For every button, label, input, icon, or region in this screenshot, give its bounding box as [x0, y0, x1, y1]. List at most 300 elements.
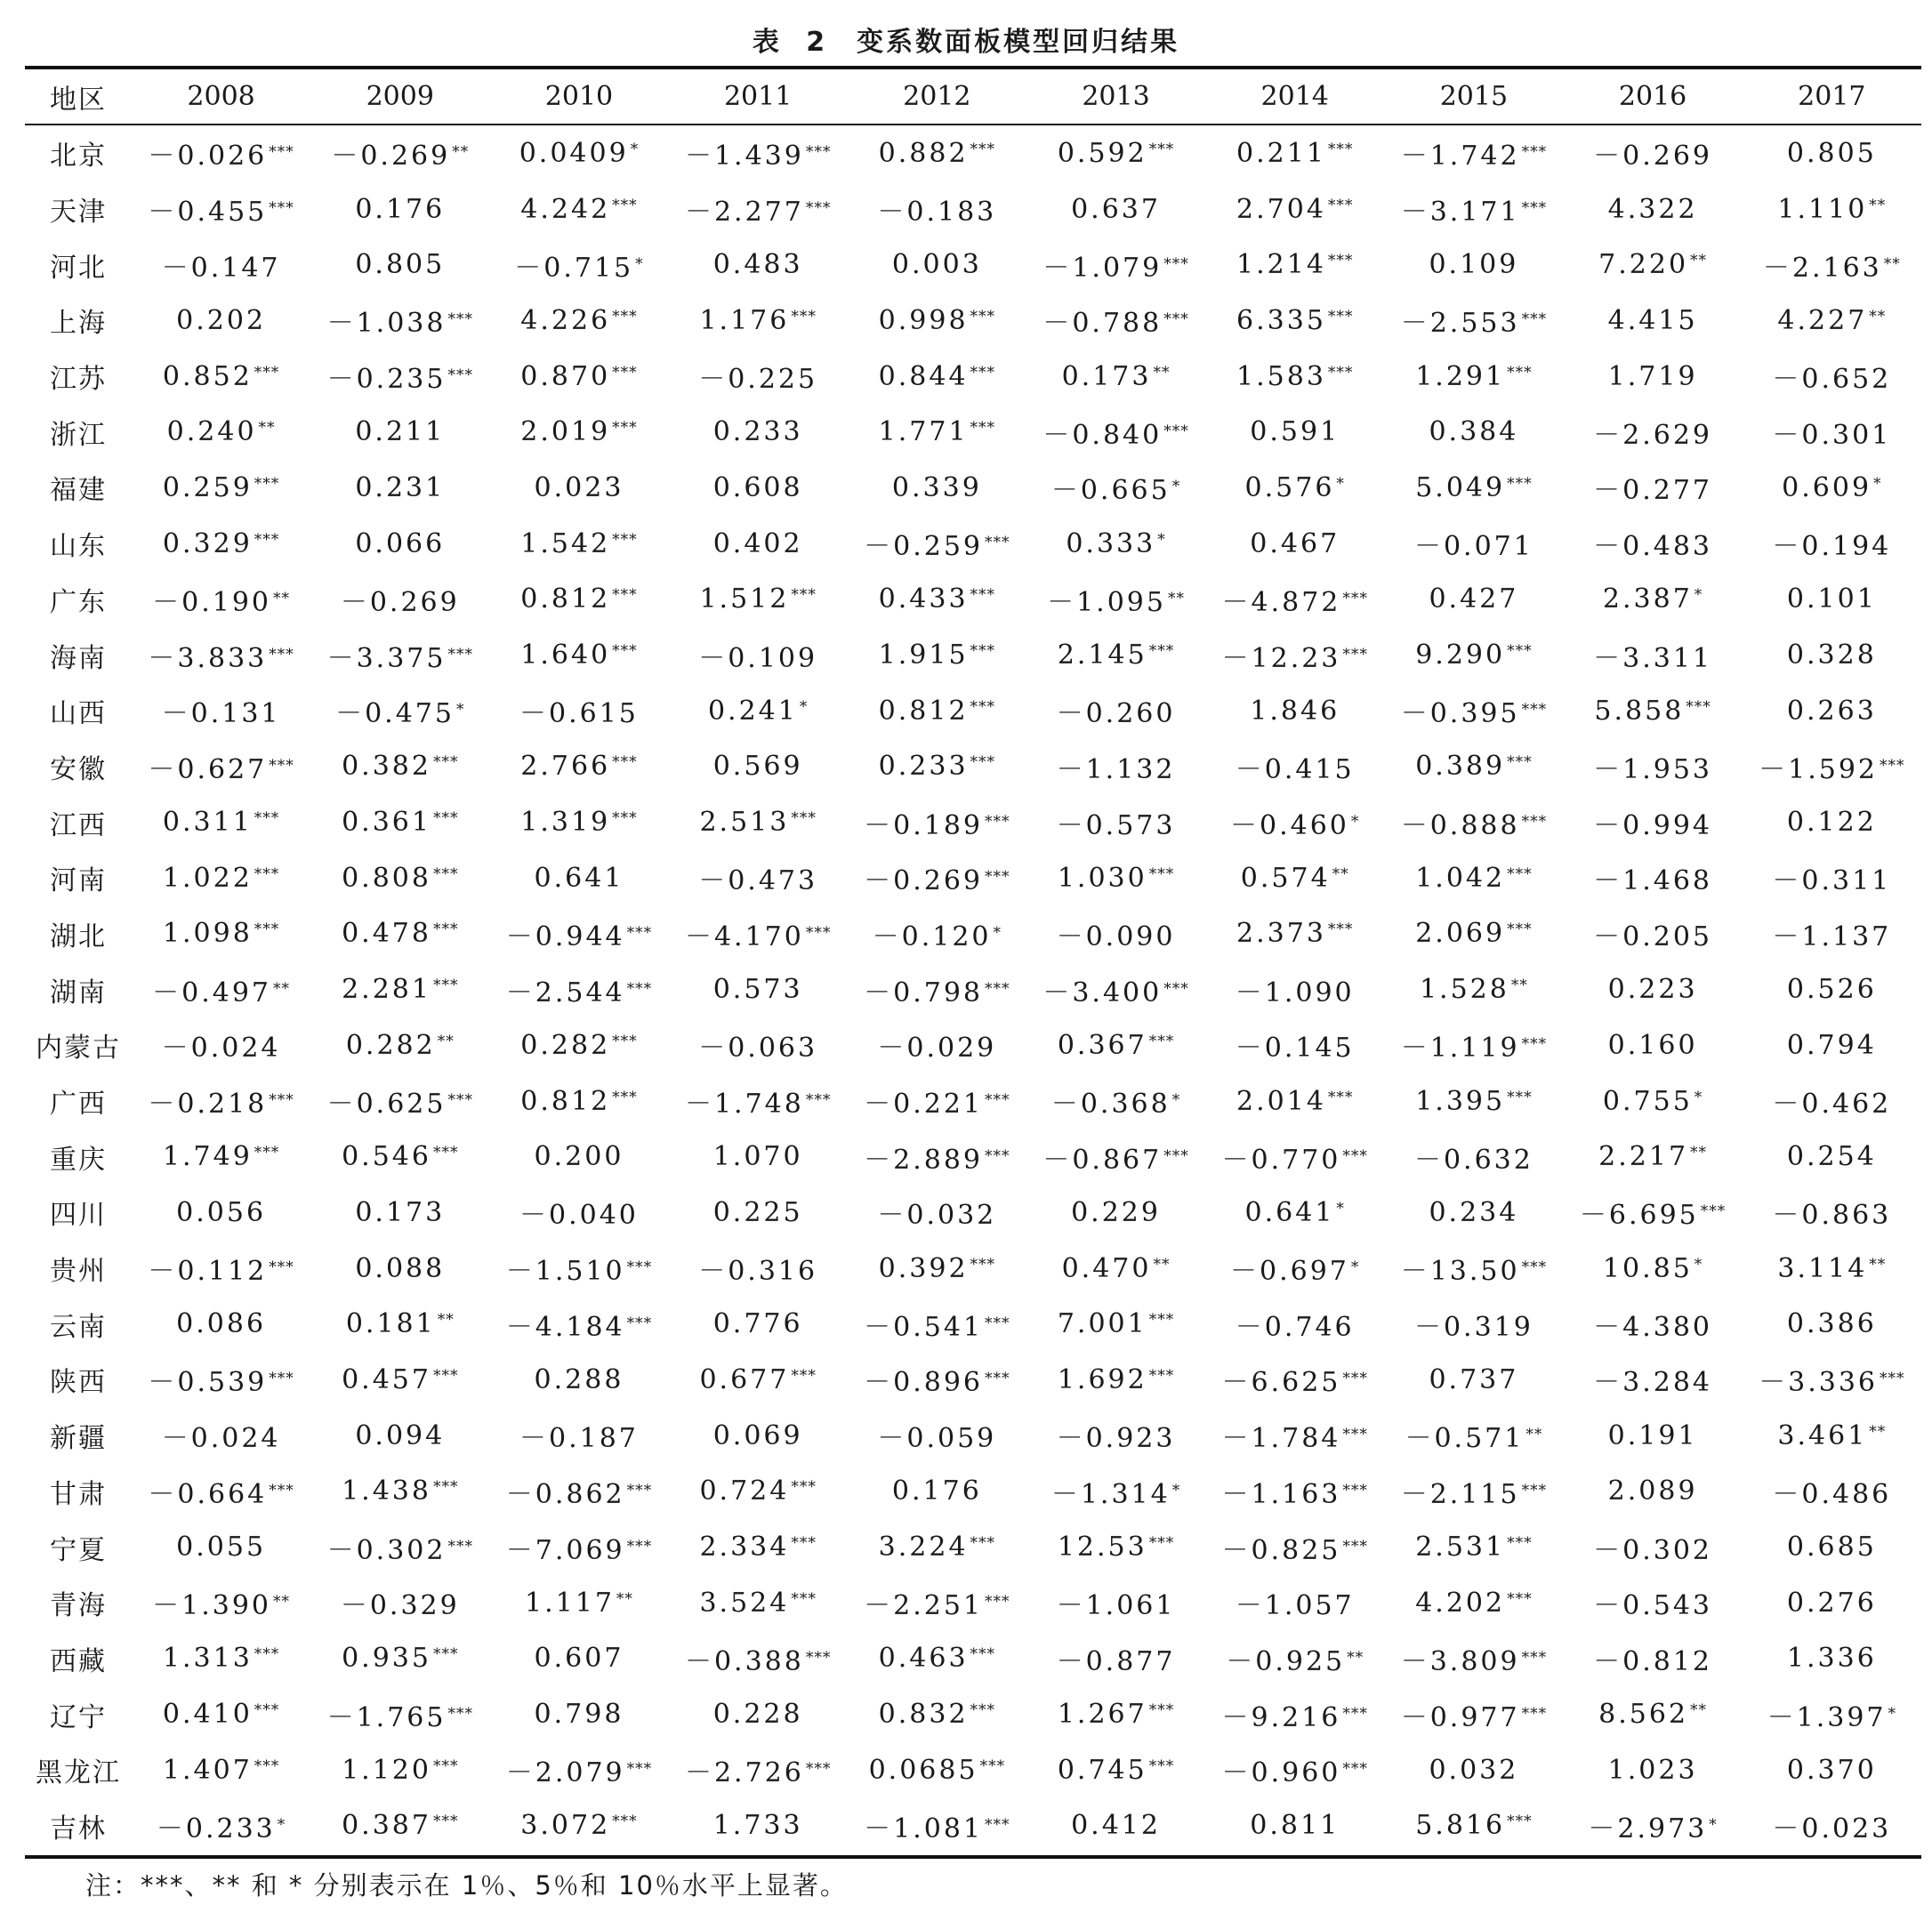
significance-stars: *	[630, 140, 640, 158]
significance-stars: ***	[432, 753, 459, 772]
region-cell: 内蒙古	[36, 1033, 121, 1065]
coefficient-cell	[489, 1686, 668, 1742]
significance-stars: **	[437, 1311, 455, 1330]
coefficient-cell	[848, 1296, 1026, 1352]
coefficient-value: 0.387	[342, 1810, 431, 1842]
coefficient-value: 0.088	[355, 1252, 446, 1284]
coefficient-value: －0.302	[1593, 1534, 1713, 1566]
coefficient-value: －3.311	[1593, 642, 1713, 674]
table-row	[25, 739, 1921, 795]
coefficient-cell	[669, 1296, 848, 1352]
coefficient-value: －0.867	[1042, 1144, 1163, 1176]
significance-stars: ***	[1521, 812, 1548, 831]
coefficient-value: 4.415	[1607, 304, 1698, 336]
coefficient-value: －0.944	[505, 920, 625, 952]
column-header-year: 2015	[1439, 81, 1509, 112]
significance-stars: ***	[791, 1589, 817, 1608]
coefficient-value: －0.311	[1772, 865, 1892, 897]
coefficient-cell	[1564, 1631, 1743, 1687]
significance-stars: ***	[970, 642, 996, 661]
coefficient-value: 6.335	[1236, 304, 1326, 336]
regression-results-table	[25, 69, 1921, 1853]
coefficient-value: 1.319	[520, 807, 611, 839]
coefficient-cell	[669, 1464, 848, 1520]
coefficient-cell	[489, 1017, 668, 1073]
coefficient-value: －1.095	[1047, 586, 1166, 618]
significance-stars: ***	[970, 1534, 996, 1553]
coefficient-cell	[1564, 460, 1743, 516]
coefficient-cell	[1205, 404, 1384, 460]
coefficient-value: －0.652	[1772, 364, 1892, 396]
coefficient-value: 0.608	[712, 471, 803, 503]
significance-stars: ***	[269, 1091, 294, 1110]
coefficient-cell	[1384, 1575, 1563, 1631]
coefficient-cell	[1384, 1073, 1563, 1129]
coefficient-cell	[1743, 1631, 1921, 1687]
coefficient-value: 4.227	[1777, 304, 1868, 336]
coefficient-cell	[1564, 404, 1743, 460]
coefficient-value: －1.163	[1221, 1478, 1341, 1510]
coefficient-cell	[1743, 1408, 1921, 1464]
column-header-year: 2016	[1618, 81, 1687, 112]
coefficient-value: 0.463	[878, 1643, 969, 1675]
coefficient-value: 0.852	[162, 360, 253, 392]
coefficient-value: －0.233	[156, 1813, 276, 1845]
significance-stars: *	[1873, 474, 1882, 493]
significance-stars: ***	[985, 1091, 1010, 1110]
coefficient-value: －1.390	[152, 1590, 272, 1622]
coefficient-value: －4.380	[1593, 1311, 1713, 1343]
coefficient-value: 2.145	[1057, 639, 1147, 671]
coefficient-cell	[132, 1296, 310, 1352]
coefficient-value: 7.001	[1057, 1308, 1147, 1340]
coefficient-cell	[669, 1408, 848, 1464]
coefficient-value: 0.231	[355, 471, 446, 503]
coefficient-cell	[132, 1408, 310, 1464]
coefficient-cell	[489, 460, 668, 516]
coefficient-value: 0.808	[342, 862, 431, 894]
coefficient-cell	[1384, 1017, 1563, 1073]
coefficient-value: －0.664	[148, 1478, 268, 1510]
coefficient-value: 1.528	[1419, 974, 1509, 1006]
coefficient-cell	[132, 683, 310, 739]
coefficient-value: 0.181	[345, 1308, 436, 1340]
significance-stars: ***	[626, 1258, 653, 1277]
significance-stars: ***	[1163, 310, 1189, 329]
coefficient-cell	[132, 1575, 310, 1631]
coefficient-cell	[1384, 794, 1563, 850]
coefficient-cell	[669, 124, 848, 181]
table-row	[25, 1352, 1921, 1408]
coefficient-cell	[848, 906, 1026, 962]
coefficient-value: －0.040	[519, 1200, 639, 1232]
coefficient-value: －0.187	[519, 1423, 639, 1455]
coefficient-cell	[669, 1352, 848, 1408]
significance-stars: ***	[1163, 1146, 1189, 1165]
coefficient-cell	[1384, 1352, 1563, 1408]
significance-stars: *	[1171, 478, 1181, 496]
significance-stars: ***	[1521, 143, 1548, 162]
coefficient-value: 10.85	[1602, 1252, 1693, 1284]
coefficient-cell	[848, 1352, 1026, 1408]
significance-stars: ***	[1327, 140, 1354, 158]
coefficient-cell	[848, 1798, 1026, 1854]
coefficient-cell	[1026, 293, 1205, 349]
coefficient-cell	[1384, 516, 1563, 572]
coefficient-cell	[1205, 1408, 1384, 1464]
column-header-year: 2014	[1260, 81, 1329, 112]
significance-stars: **	[273, 1593, 291, 1612]
coefficient-value: －0.798	[864, 977, 984, 1009]
coefficient-cell	[1564, 1296, 1743, 1352]
coefficient-cell	[489, 906, 668, 962]
coefficient-value: －0.301	[1772, 419, 1892, 451]
coefficient-cell	[848, 181, 1026, 237]
coefficient-cell	[1026, 1073, 1205, 1129]
coefficient-value: 0.755	[1602, 1085, 1693, 1117]
significance-stars: ***	[254, 1701, 280, 1720]
significance-stars: **	[1883, 254, 1901, 273]
bottom-rule	[25, 1855, 1921, 1859]
significance-stars: *	[799, 697, 809, 716]
coefficient-value: 2.387	[1602, 583, 1693, 615]
significance-stars: ***	[970, 697, 996, 716]
coefficient-value: －0.024	[161, 1033, 281, 1065]
table-row	[25, 404, 1921, 460]
coefficient-cell	[1026, 1742, 1205, 1798]
table-row	[25, 1296, 1921, 1352]
coefficient-value: 1.336	[1786, 1643, 1877, 1675]
significance-stars: ***	[432, 809, 459, 828]
coefficient-cell	[132, 739, 310, 795]
coefficient-cell	[1564, 906, 1743, 962]
coefficient-value: －0.189	[864, 809, 984, 841]
significance-stars: *	[1694, 586, 1703, 605]
coefficient-value: 0.641	[534, 862, 624, 894]
coefficient-cell	[1026, 349, 1205, 405]
coefficient-value: －0.543	[1593, 1590, 1713, 1622]
table-row	[25, 237, 1921, 293]
table-row	[25, 683, 1921, 739]
coefficient-cell	[1026, 906, 1205, 962]
coefficient-value: －0.120	[872, 920, 992, 952]
coefficient-cell	[1564, 293, 1743, 349]
coefficient-value: －1.748	[684, 1089, 804, 1121]
significance-stars: **	[1153, 363, 1171, 382]
coefficient-cell	[1564, 237, 1743, 293]
coefficient-cell	[669, 1742, 848, 1798]
significance-stars: ***	[970, 307, 996, 326]
coefficient-cell	[1205, 1742, 1384, 1798]
coefficient-value: 2.089	[1607, 1475, 1698, 1507]
significance-stars: ***	[970, 1255, 996, 1274]
table-row	[25, 850, 1921, 906]
coefficient-value: 1.291	[1415, 360, 1506, 392]
coefficient-cell	[1205, 124, 1384, 181]
coefficient-value: －0.770	[1221, 1144, 1341, 1176]
coefficient-value: －0.259	[864, 531, 984, 563]
region-cell: 西藏	[50, 1645, 107, 1677]
coefficient-cell	[132, 572, 310, 628]
coefficient-cell	[489, 516, 668, 572]
coefficient-cell	[310, 516, 489, 572]
coefficient-cell	[848, 404, 1026, 460]
significance-stars: ***	[1507, 1813, 1533, 1831]
coefficient-cell	[1026, 850, 1205, 906]
region-cell: 广东	[50, 586, 107, 618]
coefficient-value: 0.483	[712, 249, 803, 281]
table-header-row	[25, 69, 1921, 124]
significance-stars: ***	[1163, 979, 1189, 998]
coefficient-value: 0.811	[1250, 1810, 1340, 1842]
coefficient-cell	[848, 349, 1026, 405]
coefficient-value: 0.276	[1786, 1587, 1877, 1619]
coefficient-value: －1.057	[1235, 1590, 1355, 1622]
coefficient-cell	[1205, 683, 1384, 739]
coefficient-cell	[1205, 572, 1384, 628]
coefficient-value: －13.50	[1400, 1256, 1520, 1288]
coefficient-value: －0.269	[1593, 141, 1713, 173]
coefficient-value: －0.541	[864, 1311, 984, 1343]
significance-stars: ***	[612, 419, 638, 438]
coefficient-value: 2.704	[1236, 193, 1326, 225]
region-cell: 河北	[50, 252, 107, 284]
coefficient-value: 0.328	[1786, 639, 1877, 671]
coefficient-value: －0.925	[1226, 1645, 1346, 1677]
coefficient-cell	[132, 460, 310, 516]
coefficient-cell	[848, 516, 1026, 572]
significance-stars: ***	[1686, 697, 1711, 716]
significance-stars: ***	[432, 1813, 459, 1831]
coefficient-value: 3.072	[520, 1810, 611, 1842]
significance-stars: *	[1171, 1091, 1181, 1110]
coefficient-cell	[1564, 124, 1743, 181]
coefficient-cell	[1743, 794, 1921, 850]
region-cell: 黑龙江	[36, 1757, 121, 1789]
significance-stars: ***	[612, 363, 638, 382]
significance-stars: ***	[254, 864, 280, 883]
coefficient-cell	[1205, 850, 1384, 906]
coefficient-cell	[1743, 1296, 1921, 1352]
coefficient-cell	[1384, 1241, 1563, 1297]
coefficient-value: －2.726	[684, 1757, 804, 1789]
significance-stars: ***	[269, 143, 294, 162]
significance-stars: ***	[985, 812, 1010, 831]
coefficient-cell	[1384, 1686, 1563, 1742]
coefficient-value: 0.641	[1244, 1196, 1335, 1228]
significance-stars: ***	[1521, 1035, 1548, 1054]
coefficient-value: 5.816	[1415, 1810, 1506, 1842]
coefficient-cell	[1743, 850, 1921, 906]
significance-stars: ***	[1148, 1366, 1175, 1385]
significance-stars: ***	[269, 199, 294, 218]
coefficient-cell	[848, 1185, 1026, 1241]
table-row	[25, 1017, 1921, 1073]
coefficient-cell	[848, 1073, 1026, 1129]
coefficient-value: －0.388	[684, 1645, 804, 1677]
coefficient-value: 0.998	[878, 304, 969, 336]
significance-stars: ***	[1148, 1311, 1175, 1330]
coefficient-value: －2.163	[1762, 252, 1882, 284]
coefficient-value: 0.591	[1250, 416, 1340, 448]
coefficient-cell	[132, 1686, 310, 1742]
significance-stars: *	[1350, 812, 1360, 831]
coefficient-value: －0.063	[698, 1033, 818, 1065]
significance-stars: *	[1157, 530, 1166, 549]
coefficient-value: 0.202	[176, 304, 267, 336]
significance-stars: **	[1525, 1426, 1543, 1444]
significance-stars: *	[455, 701, 465, 719]
coefficient-cell	[1384, 683, 1563, 739]
coefficient-cell	[1205, 1631, 1384, 1687]
region-cell: 安徽	[50, 753, 107, 785]
significance-stars: ***	[432, 864, 459, 883]
coefficient-value: 1.214	[1236, 249, 1326, 281]
coefficient-value: 1.846	[1250, 695, 1340, 727]
significance-stars: ***	[1507, 1534, 1533, 1553]
coefficient-value: 1.692	[1057, 1363, 1147, 1395]
significance-stars: ***	[1163, 254, 1189, 273]
coefficient-value: －2.629	[1593, 419, 1713, 451]
significance-stars: ***	[791, 307, 817, 326]
coefficient-value: －2.973	[1588, 1813, 1708, 1845]
coefficient-cell	[1743, 1464, 1921, 1520]
coefficient-value: 0.173	[355, 1196, 446, 1228]
significance-stars: ***	[626, 923, 653, 942]
coefficient-value: －0.573	[1056, 809, 1176, 841]
coefficient-value: 2.766	[520, 751, 611, 783]
region-cell: 四川	[50, 1200, 107, 1232]
coefficient-value: 0.367	[1057, 1029, 1147, 1061]
significance-stars: ***	[970, 753, 996, 772]
coefficient-value: －1.468	[1593, 865, 1713, 897]
column-header-year: 2012	[903, 81, 971, 112]
coefficient-cell	[1743, 1686, 1921, 1742]
coefficient-cell	[489, 1241, 668, 1297]
coefficient-cell	[1026, 683, 1205, 739]
coefficient-cell	[310, 1631, 489, 1687]
significance-stars: ***	[269, 1258, 294, 1277]
coefficient-cell	[1026, 124, 1205, 181]
coefficient-value: －1.119	[1400, 1033, 1520, 1065]
significance-stars: ***	[985, 534, 1010, 552]
coefficient-value: 0.263	[1786, 695, 1877, 727]
coefficient-cell	[848, 739, 1026, 795]
coefficient-value: 0.066	[355, 527, 446, 559]
significance-stars: ***	[1148, 864, 1175, 883]
coefficient-cell	[669, 1575, 848, 1631]
region-cell: 贵州	[50, 1256, 107, 1288]
coefficient-cell	[1205, 794, 1384, 850]
coefficient-cell	[489, 293, 668, 349]
significance-stars: ***	[985, 1370, 1010, 1388]
coefficient-cell	[669, 460, 848, 516]
coefficient-cell	[1026, 460, 1205, 516]
coefficient-value: －0.497	[152, 977, 272, 1009]
coefficient-value: 9.290	[1415, 639, 1506, 671]
coefficient-cell	[310, 1742, 489, 1798]
region-cell: 辽宁	[50, 1701, 107, 1733]
significance-stars: ***	[805, 923, 832, 942]
coefficient-value: －1.137	[1772, 920, 1892, 952]
coefficient-value: 0.370	[1786, 1754, 1877, 1786]
coefficient-cell	[669, 572, 848, 628]
coefficient-value: 1.267	[1057, 1699, 1147, 1731]
coefficient-cell	[489, 739, 668, 795]
table-row	[25, 516, 1921, 572]
significance-stars: *	[1336, 474, 1345, 493]
coefficient-value: －0.473	[698, 865, 818, 897]
coefficient-cell	[669, 1798, 848, 1854]
table-row	[25, 1798, 1921, 1854]
coefficient-value: 0.259	[162, 471, 253, 503]
coefficient-cell	[132, 1241, 310, 1297]
region-cell: 重庆	[50, 1144, 107, 1176]
coefficient-cell	[1384, 1129, 1563, 1185]
coefficient-cell	[1743, 124, 1921, 181]
coefficient-value: －9.216	[1221, 1701, 1341, 1733]
coefficient-cell	[1205, 1686, 1384, 1742]
coefficient-value: 0.0409	[519, 137, 629, 169]
coefficient-cell	[1205, 1129, 1384, 1185]
significance-stars: ***	[254, 1144, 280, 1162]
coefficient-value: －0.319	[1413, 1311, 1534, 1343]
coefficient-cell	[1564, 516, 1743, 572]
coefficient-value: 7.220	[1598, 249, 1689, 281]
coefficient-value: －0.923	[1056, 1423, 1176, 1455]
coefficient-cell	[1743, 1575, 1921, 1631]
coefficient-cell	[1384, 293, 1563, 349]
coefficient-cell	[1743, 1798, 1921, 1854]
coefficient-cell	[1384, 1185, 1563, 1241]
coefficient-value: 1.512	[699, 583, 790, 615]
coefficient-cell	[310, 906, 489, 962]
coefficient-cell	[669, 1686, 848, 1742]
coefficient-cell	[1384, 181, 1563, 237]
coefficient-value: 0.086	[176, 1308, 267, 1340]
coefficient-value: －1.510	[505, 1256, 625, 1288]
significance-stars: *	[277, 1815, 286, 1834]
coefficient-cell	[1026, 1631, 1205, 1687]
significance-stars: ***	[985, 1815, 1010, 1834]
coefficient-cell	[1564, 961, 1743, 1017]
coefficient-cell	[848, 627, 1026, 683]
significance-stars: ***	[979, 1756, 1006, 1775]
significance-stars: ***	[1880, 1370, 1905, 1388]
coefficient-cell	[310, 237, 489, 293]
coefficient-value: －0.896	[864, 1367, 984, 1399]
coefficient-cell	[1384, 1742, 1563, 1798]
coefficient-cell	[132, 906, 310, 962]
significance-stars: ***	[1342, 1704, 1368, 1723]
coefficient-value: 0.282	[520, 1029, 611, 1061]
coefficient-cell	[1564, 1185, 1743, 1241]
significance-stars: ***	[1521, 1481, 1548, 1499]
coefficient-cell	[1026, 794, 1205, 850]
coefficient-cell	[489, 1464, 668, 1520]
coefficient-value: 0.410	[162, 1699, 253, 1731]
coefficient-cell	[132, 794, 310, 850]
coefficient-value: 3.224	[878, 1531, 969, 1563]
coefficient-cell	[489, 1296, 668, 1352]
significance-stars: **	[452, 143, 470, 162]
coefficient-value: 0.228	[712, 1699, 803, 1731]
significance-stars: ***	[1148, 1032, 1175, 1050]
coefficient-value: －4.184	[505, 1311, 625, 1343]
coefficient-value: 0.844	[878, 360, 969, 392]
significance-stars: ***	[970, 586, 996, 605]
coefficient-value: 0.832	[878, 1699, 969, 1731]
